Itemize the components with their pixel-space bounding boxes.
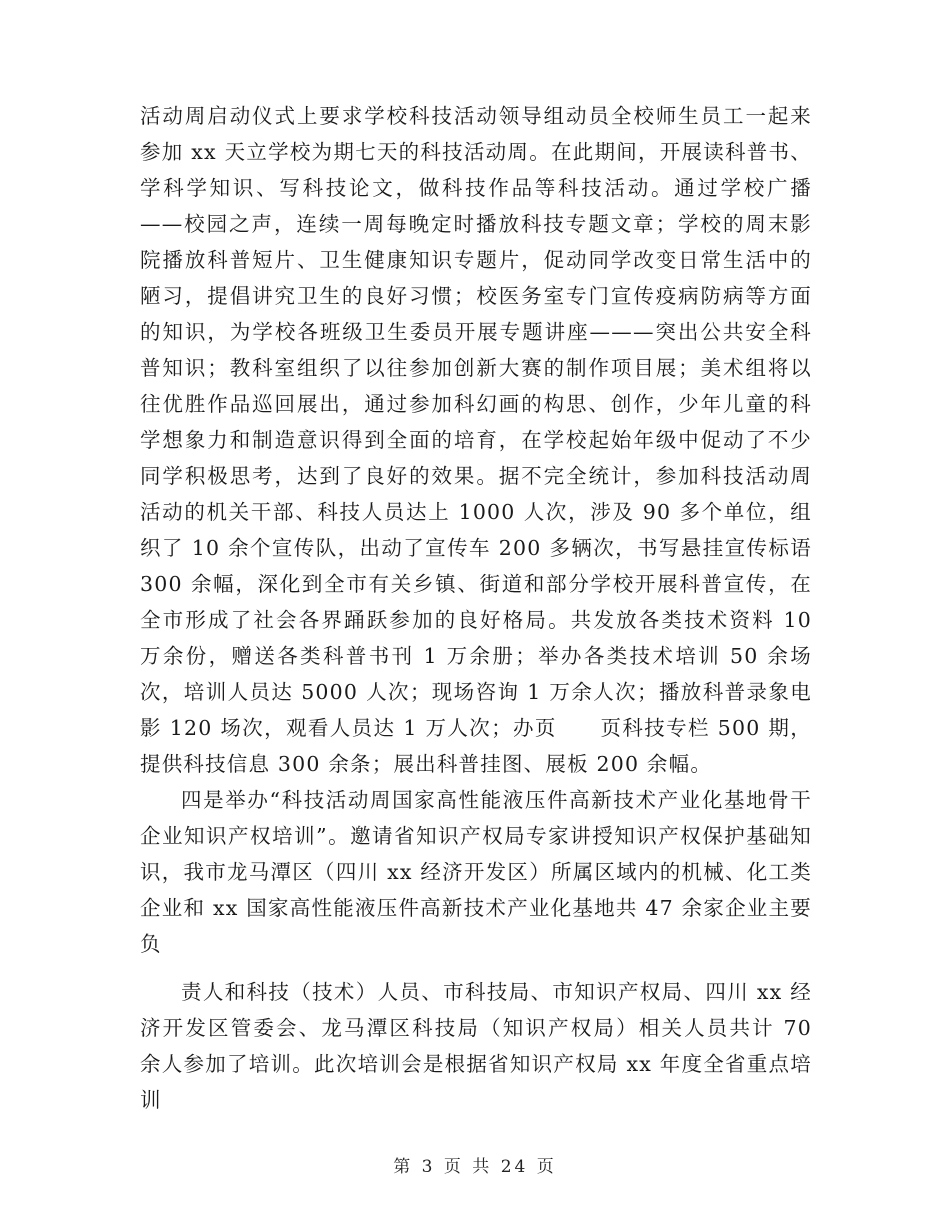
paragraph-3: 责人和科技（技术）人员、市科技局、市知识产权局、四川 xx 经济开发区管委会、龙马潭区科技局（知识产权局）相关人员共计 70 余人参加了培训。此次培训会是根据省知识产权局 xx 年度全省重点培训 [140,980,812,1112]
paragraph-2: 四是举办“科技活动周国家高性能液压件高新技术产业化基地骨干企业知识产权培训”。邀请省知识产权局专家讲授知识产权保护基础知识，我市龙马潭区（四川 xx 经济开发区）所属区域内的机械、化工类企业和 xx 国家高性能液压件高新技术产业化基地共 47 余家企业主要负 [140,788,812,956]
page-number-footer: 第 3 页 共 24 页 [393,1157,557,1177]
paragraph-1: 活动周启动仪式上要求学校科技活动领导组动员全校师生员工一起来参加 xx 天立学校为期七天的科技活动周。在此期间，开展读科普书、学科学知识、写科技论文，做科技作品等科技活动。通过学校广播——校园之声，连续一周每晚定时播放科技专题文章；学校的周末影院播放科普短片、卫生健康知识专题片，促动同学改变日常生活中的陋习，提倡讲究卫生的良好习惯；校医务室专门宣传疫病防病等方面的知识，为学校各班级卫生委员开展专题讲座———突出公共安全科普知识；教科室组织了以往参加创新大赛的制作项目展；美术组将以往优胜作品巡回展出，通过参加科幻画的构思、创作，少年儿童的科学想象力和制造意识得到全面的培育，在学校起始年级中促动了不少同学积极思考，达到了良好的效果。据不完全统计，参加科技活动周活动的机关干部、科技人员达上 1000 人次，涉及 90 多个单位，组织了 10 余个宣传队，出动了宣传车 200 多辆次，书写悬挂宣传标语 300 余幅，深化到全市有关乡镇、街道和部分学校开展科普宣传，在全市形成了社会各界踊跃参加的良好格局。共发放各类技术资料 10 万余份，赠送各类科普书刊 1 万余册；举办各类技术培训 50 余场次，培训人员达 5000 人次；现场咨询 1 万余人次；播放科普录象电影 120 场次，观看人员达 1 万人次；办页 页科技专栏 500 期，提供科技信息 300 余条；展出科普挂图、展板 200 余幅。 [140,104,812,776]
document-body [140,98,812,1118]
